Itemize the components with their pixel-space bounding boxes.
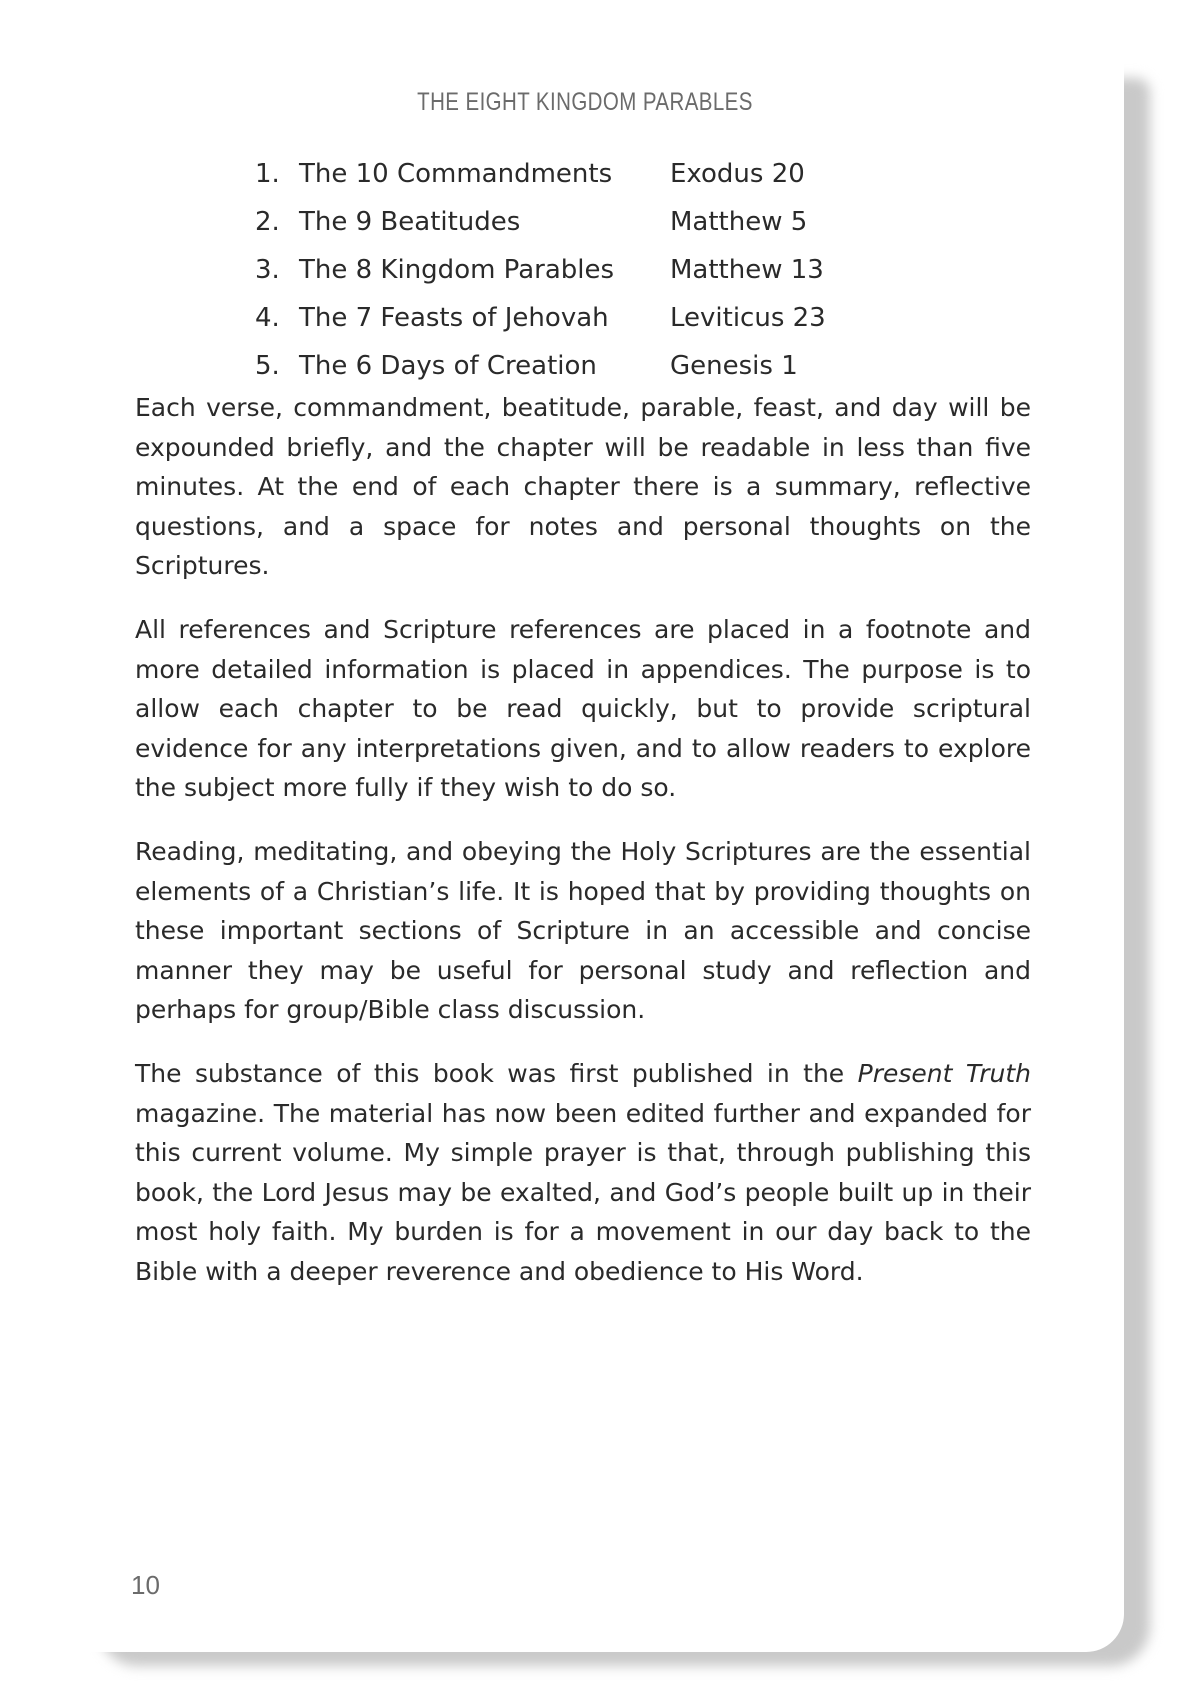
running-head: THE EIGHT KINGDOM PARABLES	[417, 88, 753, 116]
paragraph: Each verse, commandment, beatitude, parable, feast, and day will be expounded briefly, and the chapter will be readable in less than five minutes. At the end of each chapter there is a summary, reflective questions, and a space for notes and personal thoughts on the Scriptures.	[135, 393, 1031, 581]
reference-list	[255, 150, 875, 390]
list-item-title: The 10 Commandments	[299, 159, 613, 189]
list-item-title: The 8 Kingdom Parables	[299, 255, 615, 285]
page-number: 10	[131, 1570, 160, 1600]
body-text	[135, 388, 1031, 1315]
list-item	[255, 198, 875, 246]
list-item	[255, 150, 875, 198]
paragraph-text: The substance of this book was first published in the	[135, 1058, 858, 1088]
magazine-title: Present Truth	[857, 1058, 1032, 1088]
paragraph-text: magazine. The material has now been edited further and expanded for this current volume. My simple prayer is that, through publishing this book, the Lord Jesus may be exalted, and God’s people built up in their most holy faith. My burden is for a movement in our day back to the Bible with a deeper reverence and obedience to His Word.	[135, 1098, 1031, 1286]
list-item-number: 4.	[255, 303, 280, 333]
list-item	[255, 342, 875, 390]
paragraph: Reading, meditating, and obeying the Holy Scriptures are the essential elements of a Christian’s life. It is hoped that by providing thoughts on these important sections of Scripture in an accessible and concise manner they may be useful for personal study and reflection and perhaps for group/Bible class discussion.	[135, 836, 1031, 1025]
list-item	[255, 246, 875, 294]
paragraph-final	[135, 1054, 1031, 1292]
list-item-title: The 9 Beatitudes	[299, 207, 521, 237]
list-item-reference: Exodus 20	[670, 159, 805, 189]
list-item-title: The 7 Feasts of Jehovah	[299, 303, 609, 333]
list-item-reference: Matthew 5	[670, 207, 808, 237]
list-item	[255, 294, 875, 342]
list-item-number: 1.	[255, 159, 280, 189]
list-item-number: 2.	[255, 207, 280, 237]
paragraph: All references and Scripture references are placed in a footnote and more detailed information is placed in appendices. The purpose is to allow each chapter to be read quickly, but to provide scriptural evidence for any interpretations given, and to allow readers to explore the subject more fully if they wish to do so.	[135, 614, 1031, 803]
list-item-reference: Genesis 1	[670, 351, 798, 381]
list-item-number: 3.	[255, 255, 280, 285]
list-item-number: 5.	[255, 351, 280, 381]
list-item-title: The 6 Days of Creation	[299, 351, 597, 381]
list-item-reference: Leviticus 23	[670, 303, 826, 333]
list-item-reference: Matthew 13	[670, 255, 824, 285]
